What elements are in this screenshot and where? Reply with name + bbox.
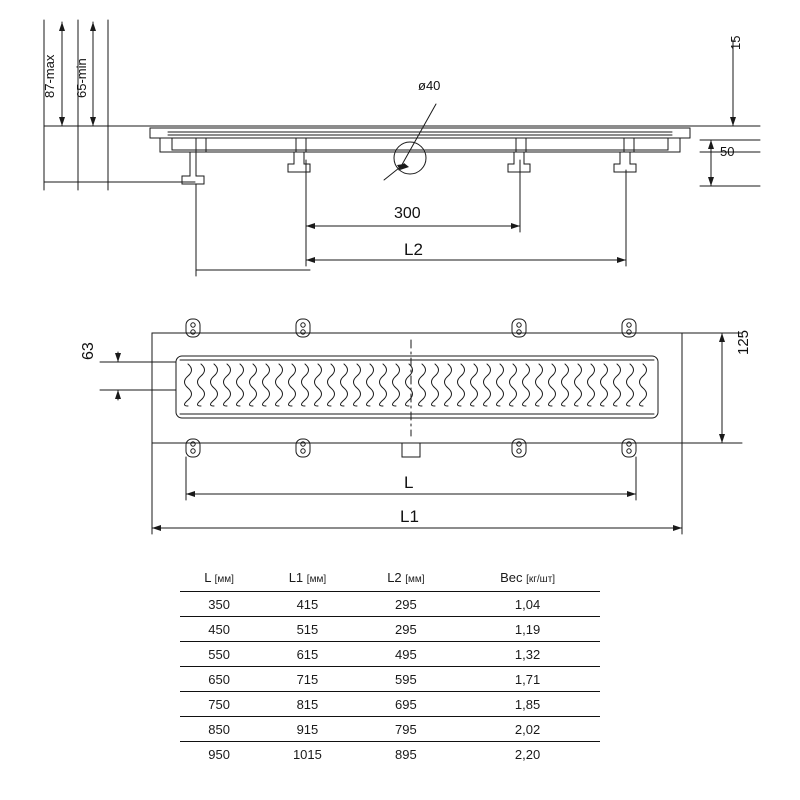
label-dim-l1: L1 xyxy=(400,507,419,526)
cell-l1: 1015 xyxy=(292,747,322,762)
table-row xyxy=(180,717,600,742)
cell-weight: 1,71 xyxy=(455,667,600,692)
cell-weight: 2,02 xyxy=(455,717,600,742)
cell-l1: 615 xyxy=(258,642,356,667)
label-dim-300: 300 xyxy=(394,205,421,222)
cell-l: 750 xyxy=(180,692,258,717)
cell-l: 950 xyxy=(208,747,230,762)
label-dim-15: 15 xyxy=(728,35,743,50)
cell-l1: 815 xyxy=(258,692,356,717)
cell-l2: 295 xyxy=(357,617,455,642)
col-header-l2: L2 [мм] xyxy=(357,565,455,592)
cell-l: 850 xyxy=(180,717,258,742)
table-row xyxy=(180,592,600,617)
table-row xyxy=(180,617,600,642)
col-header-l1: L1 [мм] xyxy=(258,565,356,592)
cell-l2: 895 xyxy=(395,747,417,762)
label-height-min: 65-min xyxy=(74,58,89,98)
table-row xyxy=(180,692,600,717)
label-dim-l: L xyxy=(404,473,414,492)
cell-weight: 1,32 xyxy=(455,642,600,667)
col-header-weight: Вес [кг/шт] xyxy=(455,565,600,592)
cell-l1: 515 xyxy=(258,617,356,642)
cell-weight: 1,04 xyxy=(455,592,600,617)
specification-table xyxy=(180,565,600,766)
cell-l1: 915 xyxy=(258,717,356,742)
cell-l2: 695 xyxy=(357,692,455,717)
cell-l: 450 xyxy=(180,617,258,642)
cell-l2: 295 xyxy=(357,592,455,617)
label-dim-50: 50 xyxy=(720,144,735,159)
label-diameter-40: ø40 xyxy=(418,78,441,93)
table-row xyxy=(180,742,600,767)
cell-l1: 415 xyxy=(258,592,356,617)
cell-l1: 715 xyxy=(258,667,356,692)
cell-l: 550 xyxy=(180,642,258,667)
col-header-l: L [мм] xyxy=(180,565,258,592)
cell-weight: 1,85 xyxy=(455,692,600,717)
table-header-row xyxy=(180,565,600,592)
label-dim-125: 125 xyxy=(735,329,752,355)
cell-l: 350 xyxy=(180,592,258,617)
table-row xyxy=(180,667,600,692)
table-row xyxy=(180,642,600,667)
label-dim-63: 63 xyxy=(80,342,97,360)
cell-l2: 495 xyxy=(357,642,455,667)
label-dim-l2: L2 xyxy=(404,240,423,259)
cell-l: 650 xyxy=(180,667,258,692)
cell-l2: 595 xyxy=(357,667,455,692)
cell-weight: 2,20 xyxy=(514,747,541,762)
cell-l2: 795 xyxy=(357,717,455,742)
label-height-max: 87-max xyxy=(42,54,57,98)
cell-weight: 1,19 xyxy=(455,617,600,642)
